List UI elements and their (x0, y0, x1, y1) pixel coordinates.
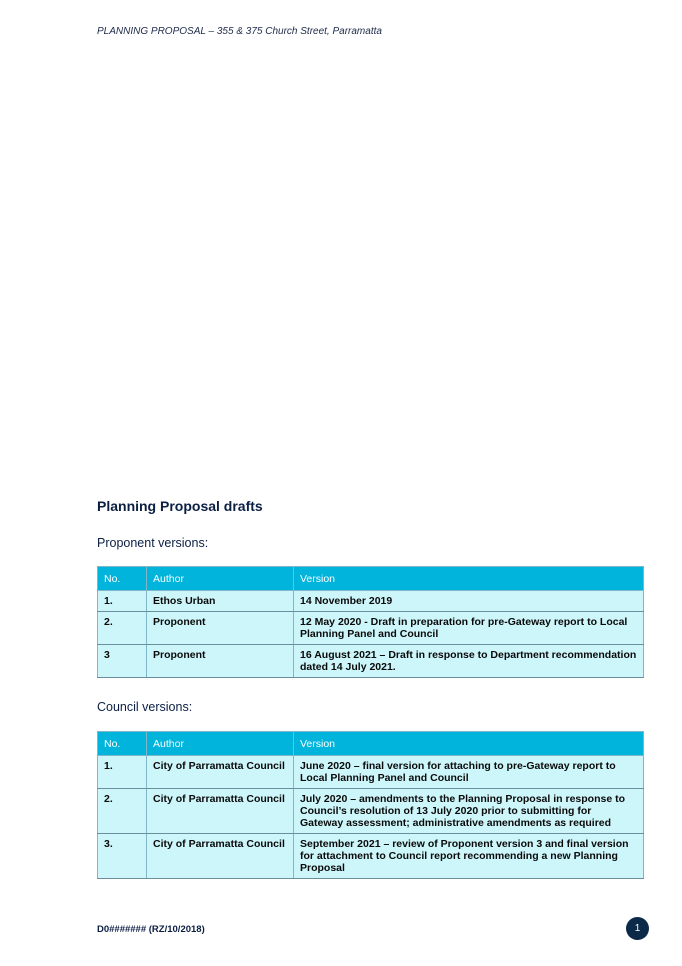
table-row (98, 789, 644, 834)
row-version: September 2021 – review of Proponent version 3 and final version for attachment to Council report recommending a new Planning Proposal (294, 834, 644, 879)
column-header-no: No. (98, 732, 147, 756)
column-header-version: Version (294, 567, 644, 591)
column-header-version: Version (294, 732, 644, 756)
row-author: Proponent (147, 645, 294, 678)
column-header-author: Author (147, 567, 294, 591)
table-row (98, 591, 644, 612)
table-header-row (98, 567, 644, 591)
row-version: 12 May 2020 - Draft in preparation for pre-Gateway report to Local Planning Panel and Council (294, 612, 644, 645)
row-no: 1. (98, 591, 147, 612)
row-version: 16 August 2021 – Draft in response to Department recommendation dated 14 July 2021. (294, 645, 644, 678)
table-row (98, 756, 644, 789)
row-author: City of Parramatta Council (147, 756, 294, 789)
row-no: 1. (98, 756, 147, 789)
row-version: 14 November 2019 (294, 591, 644, 612)
table-row (98, 834, 644, 879)
row-author: Proponent (147, 612, 294, 645)
row-version: July 2020 – amendments to the Planning Proposal in response to Council’s resolution of 13 July 2020 prior to submitting for Gateway assessment; administrative amendments as required (294, 789, 644, 834)
row-version: June 2020 – final version for attaching to pre-Gateway report to Local Planning Panel and Council (294, 756, 644, 789)
document-code: D0####### (RZ/10/2018) (97, 924, 205, 935)
page-number-badge: 1 (626, 917, 649, 940)
row-no: 2. (98, 612, 147, 645)
row-author: City of Parramatta Council (147, 834, 294, 879)
proponent-versions-table (97, 566, 644, 678)
running-header: PLANNING PROPOSAL – 355 & 375 Church Street, Parramatta (97, 26, 382, 37)
column-header-author: Author (147, 732, 294, 756)
row-no: 3. (98, 834, 147, 879)
section-title: Planning Proposal drafts (97, 498, 263, 514)
row-no: 2. (98, 789, 147, 834)
table-row (98, 612, 644, 645)
row-author: Ethos Urban (147, 591, 294, 612)
table-row (98, 645, 644, 678)
row-no: 3 (98, 645, 147, 678)
council-versions-heading: Council versions: (97, 700, 193, 714)
row-author: City of Parramatta Council (147, 789, 294, 834)
council-versions-table (97, 731, 644, 879)
column-header-no: No. (98, 567, 147, 591)
table-header-row (98, 732, 644, 756)
proponent-versions-heading: Proponent versions: (97, 536, 209, 550)
